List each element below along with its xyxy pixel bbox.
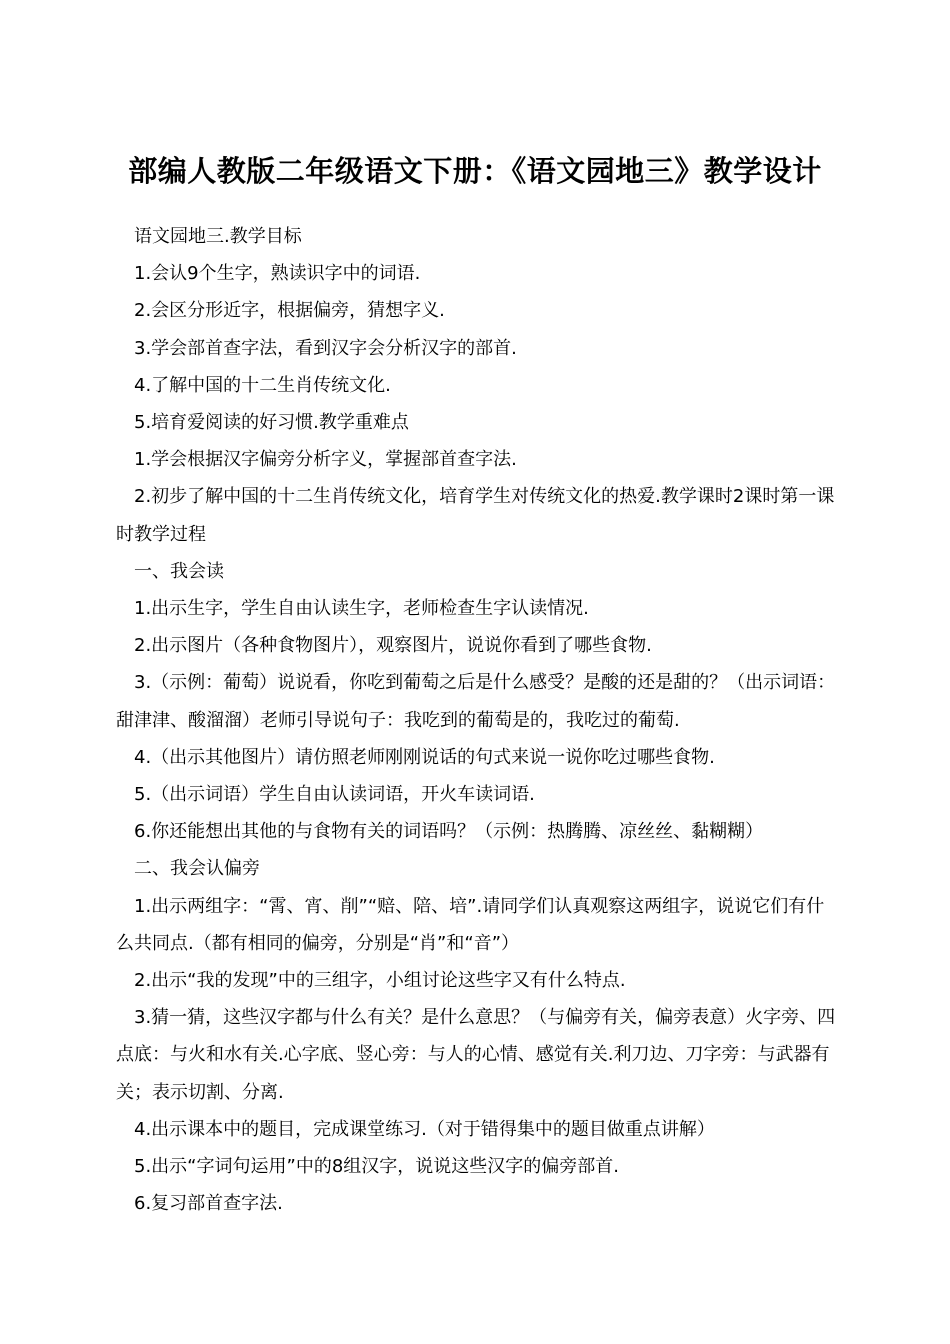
paragraph-goal-4: 4.了解中国的十二生肖传统文化. — [134, 374, 391, 396]
paragraph-radical-step-1: 1.出示两组字：“霄、宵、削”“赔、陪、培”.请同学们认真观察这两组字，说说它们有什么共同点.（都有相同的偏旁，分别是“肖”和“音”） — [116, 895, 825, 954]
document-body — [116, 218, 836, 1222]
paragraph-radical-step-4: 4.出示课本中的题目，完成课堂练习.（对于错得集中的题目做重点讲解） — [134, 1118, 715, 1140]
paragraph-read-step-5: 5.（出示词语）学生自由认读词语，开火车读词语. — [134, 784, 535, 806]
document-title: 部编人教版二年级语文下册：《语文园地三》教学设计 — [128, 154, 822, 189]
paragraph-radical-step-5: 5.出示“字词句运用”中的8组汉字，说说这些汉字的偏旁部首. — [134, 1156, 619, 1178]
paragraph-goal-1: 1.会认9个生字，熟读识字中的词语. — [134, 263, 421, 285]
paragraph-read-step-3: 3.（示例：葡萄）说说看，你吃到葡萄之后是什么感受？是酸的还是甜的？（出示词语：甜津津、酸溜溜）老师引导说句子：我吃到的葡萄是的，我吃过的葡萄. — [116, 672, 836, 731]
paragraph-goal-5: 5.培育爱阅读的好习惯.教学重难点 — [134, 412, 409, 434]
paragraph-goal-2: 2.会区分形近字，根据偏旁，猜想字义. — [134, 300, 445, 322]
paragraph-key-point-1: 1.学会根据汉字偏旁分析字义，掌握部首查字法. — [134, 449, 517, 471]
paragraph-read-step-2: 2.出示图片（各种食物图片），观察图片，说说你看到了哪些食物. — [134, 635, 652, 657]
paragraph-key-point-2: 2.初步了解中国的十二生肖传统文化，培育学生对传统文化的热爱.教学课时2课时第一课时教学过程 — [116, 486, 835, 545]
paragraph-goal-3: 3.学会部首查字法，看到汉字会分析汉字的部首. — [134, 337, 517, 359]
paragraph-radical-step-3: 3.猜一猜，这些汉字都与什么有关？是什么意思？（与偏旁有关，偏旁表意）火字旁、四点底：与火和水有关.心字底、竖心旁：与人的心情、感觉有关.利刀边、刀字旁：与武器有关；表示切割、分离. — [116, 1007, 836, 1103]
paragraph-read-step-1: 1.出示生字，学生自由认读生字，老师检查生字认读情况. — [134, 598, 589, 620]
paragraph-part-2-heading: 二、我会认偏旁 — [134, 858, 260, 880]
paragraph-radical-step-6: 6.复习部首查字法. — [134, 1193, 283, 1215]
paragraph-radical-step-2: 2.出示“我的发现”中的三组字，小组讨论这些字又有什么特点. — [134, 970, 626, 992]
paragraph-part-1-heading: 一、我会读 — [134, 560, 224, 582]
paragraph-read-step-4: 4.（出示其他图片）请仿照老师刚刚说话的句式来说一说你吃过哪些食物. — [134, 746, 715, 768]
paragraph-section-heading: 语文园地三.教学目标 — [134, 226, 302, 247]
paragraph-read-step-6: 6.你还能想出其他的与食物有关的词语吗？（示例：热腾腾、凉丝丝、黏糊糊） — [134, 821, 764, 843]
